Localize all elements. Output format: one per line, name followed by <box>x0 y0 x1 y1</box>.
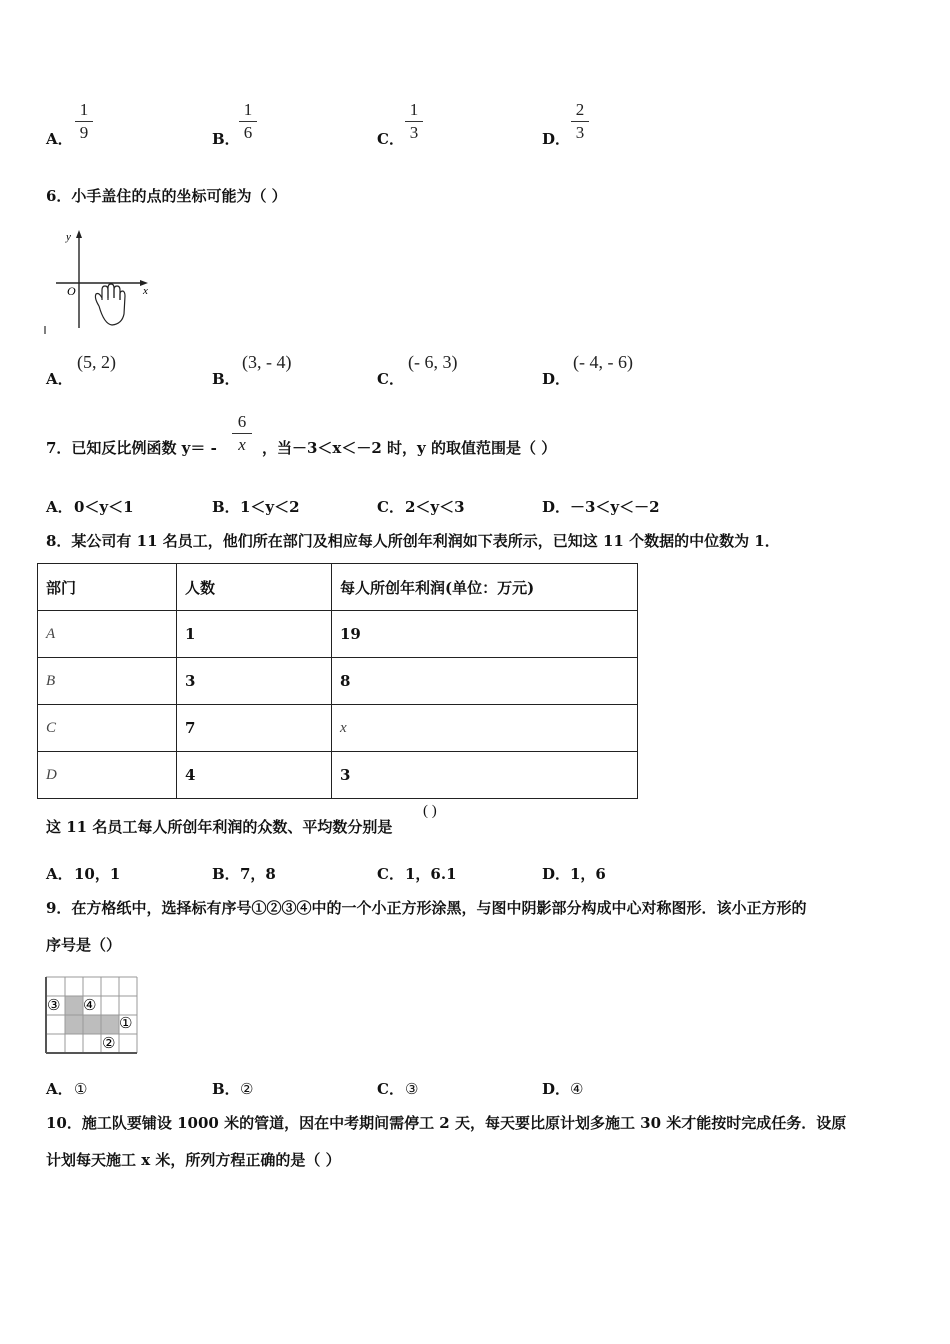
option-letter: C． <box>377 130 404 148</box>
option-value: ① <box>74 1080 88 1098</box>
option-value: 2＜y＜3 <box>405 498 465 516</box>
table-header-row <box>38 564 638 611</box>
table-row <box>38 611 638 658</box>
label-3: ③ <box>47 996 61 1014</box>
option-value: －3＜y＜－2 <box>570 498 660 516</box>
option-letter: A． <box>46 1080 73 1098</box>
option-value: (- 4, - 6) <box>573 352 633 372</box>
option-letter: B． <box>212 865 240 883</box>
table-cell: A <box>38 611 177 658</box>
option-letter: C． <box>377 865 404 883</box>
table-cell: C <box>38 705 177 752</box>
option-letter: B． <box>212 1080 240 1098</box>
question-8-text: 8．某公司有 11 名员工，他们所在部门及相应每人所创年利润如下表所示，已知这 11 个数据的中位数为 1． <box>46 532 780 550</box>
profit-table <box>37 563 638 799</box>
table-cell: 1 <box>177 611 332 658</box>
origin-label: O <box>67 284 76 298</box>
table-cell: 4 <box>177 752 332 799</box>
label-4: ④ <box>83 996 97 1014</box>
fraction-bar <box>405 121 423 122</box>
numerator: 1 <box>243 100 253 119</box>
table-cell: B <box>38 658 177 705</box>
table-cell: D <box>38 752 177 799</box>
table-cell: 3 <box>332 752 638 799</box>
fraction-bar <box>239 121 257 122</box>
denominator: 6 <box>243 123 253 142</box>
question-10-line1: 10．施工队要铺设 1000 米的管道，因在中考期间需停工 2 天，每天要比原计划多施工 30 米才能按时完成任务．设原 <box>46 1114 847 1132</box>
table-header-cell: 部门 <box>38 564 177 611</box>
option-value: ② <box>240 1080 254 1098</box>
question-10-line2: 计划每天施工 x 米，所列方程正确的是（ ） <box>46 1151 341 1169</box>
option-letter: A． <box>46 498 73 516</box>
option-value: 7，8 <box>240 865 276 883</box>
option-value: 10，1 <box>74 865 121 883</box>
fraction-bar <box>232 433 252 434</box>
table-row <box>38 658 638 705</box>
option-letter: B． <box>212 130 240 148</box>
option-letter: C． <box>377 498 404 516</box>
option-value: 0＜y＜1 <box>74 498 134 516</box>
option-letter: D． <box>542 130 571 148</box>
coordinate-graph-with-hand <box>44 228 154 336</box>
option-value: (5, 2) <box>77 352 116 372</box>
question-6-text: 6．小手盖住的点的坐标可能为（ ） <box>46 187 287 205</box>
table-cell: 3 <box>177 658 332 705</box>
x-label: x <box>143 285 148 297</box>
fraction <box>405 100 423 143</box>
option-letter: B． <box>212 370 240 388</box>
table-cell: 7 <box>177 705 332 752</box>
question-7-post: ，当－3＜x＜－2 时，y 的取值范围是（ ） <box>262 439 557 457</box>
fraction <box>75 100 93 143</box>
option-letter: D． <box>542 498 571 516</box>
table-cell: 8 <box>332 658 638 705</box>
option-letter: D． <box>542 1080 571 1098</box>
y-label: y <box>66 231 71 243</box>
label-1: ① <box>119 1014 133 1032</box>
fraction-bar <box>75 121 93 122</box>
option-value: (- 6, 3) <box>408 352 458 372</box>
option-letter: A． <box>46 865 73 883</box>
option-value: 1，6 <box>570 865 606 883</box>
denominator: 9 <box>79 123 89 142</box>
grid-figure <box>45 976 138 1056</box>
numerator: 1 <box>409 100 419 119</box>
option-value: 1，6.1 <box>405 865 457 883</box>
table-row <box>38 752 638 799</box>
option-value: ③ <box>405 1080 419 1098</box>
numerator: 6 <box>237 412 247 431</box>
fraction <box>571 100 589 143</box>
table-cell: 19 <box>332 611 638 658</box>
option-value: (3, - 4) <box>242 352 292 372</box>
option-letter: A． <box>46 370 73 388</box>
option-value: 1＜y＜2 <box>240 498 300 516</box>
fraction-bar <box>571 121 589 122</box>
table-row <box>38 705 638 752</box>
denominator: x <box>238 435 246 454</box>
question-9-line1: 9．在方格纸中，选择标有序号①②③④中的一个小正方形涂黑，与图中阴影部分构成中心对称图形．该小正方形的 <box>46 899 807 917</box>
table-header-cell: 人数 <box>177 564 332 611</box>
denominator: 3 <box>409 123 419 142</box>
table-header-cell: 每人所创年利润(单位：万元) <box>332 564 638 611</box>
option-letter: C． <box>377 1080 404 1098</box>
option-letter: A． <box>46 130 73 148</box>
option-letter: D． <box>542 865 571 883</box>
label-2: ② <box>102 1034 116 1052</box>
answer-parentheses: ( ) <box>423 803 437 819</box>
question-9-line2: 序号是（） <box>46 936 122 954</box>
option-letter: D． <box>542 370 571 388</box>
numerator: 2 <box>575 100 585 119</box>
table-cell: x <box>332 705 638 752</box>
option-value: ④ <box>570 1080 584 1098</box>
q7-fraction <box>232 412 252 455</box>
y-axis-arrow <box>76 230 82 238</box>
option-letter: C． <box>377 370 404 388</box>
question-8-subquestion: 这 11 名员工每人所创年利润的众数、平均数分别是 <box>46 818 393 836</box>
question-7-pre: 7．已知反比例函数 y＝ - <box>46 439 217 457</box>
option-letter: B． <box>212 498 240 516</box>
hand-icon <box>95 284 125 325</box>
fraction <box>239 100 257 143</box>
denominator: 3 <box>575 123 585 142</box>
numerator: 1 <box>79 100 89 119</box>
